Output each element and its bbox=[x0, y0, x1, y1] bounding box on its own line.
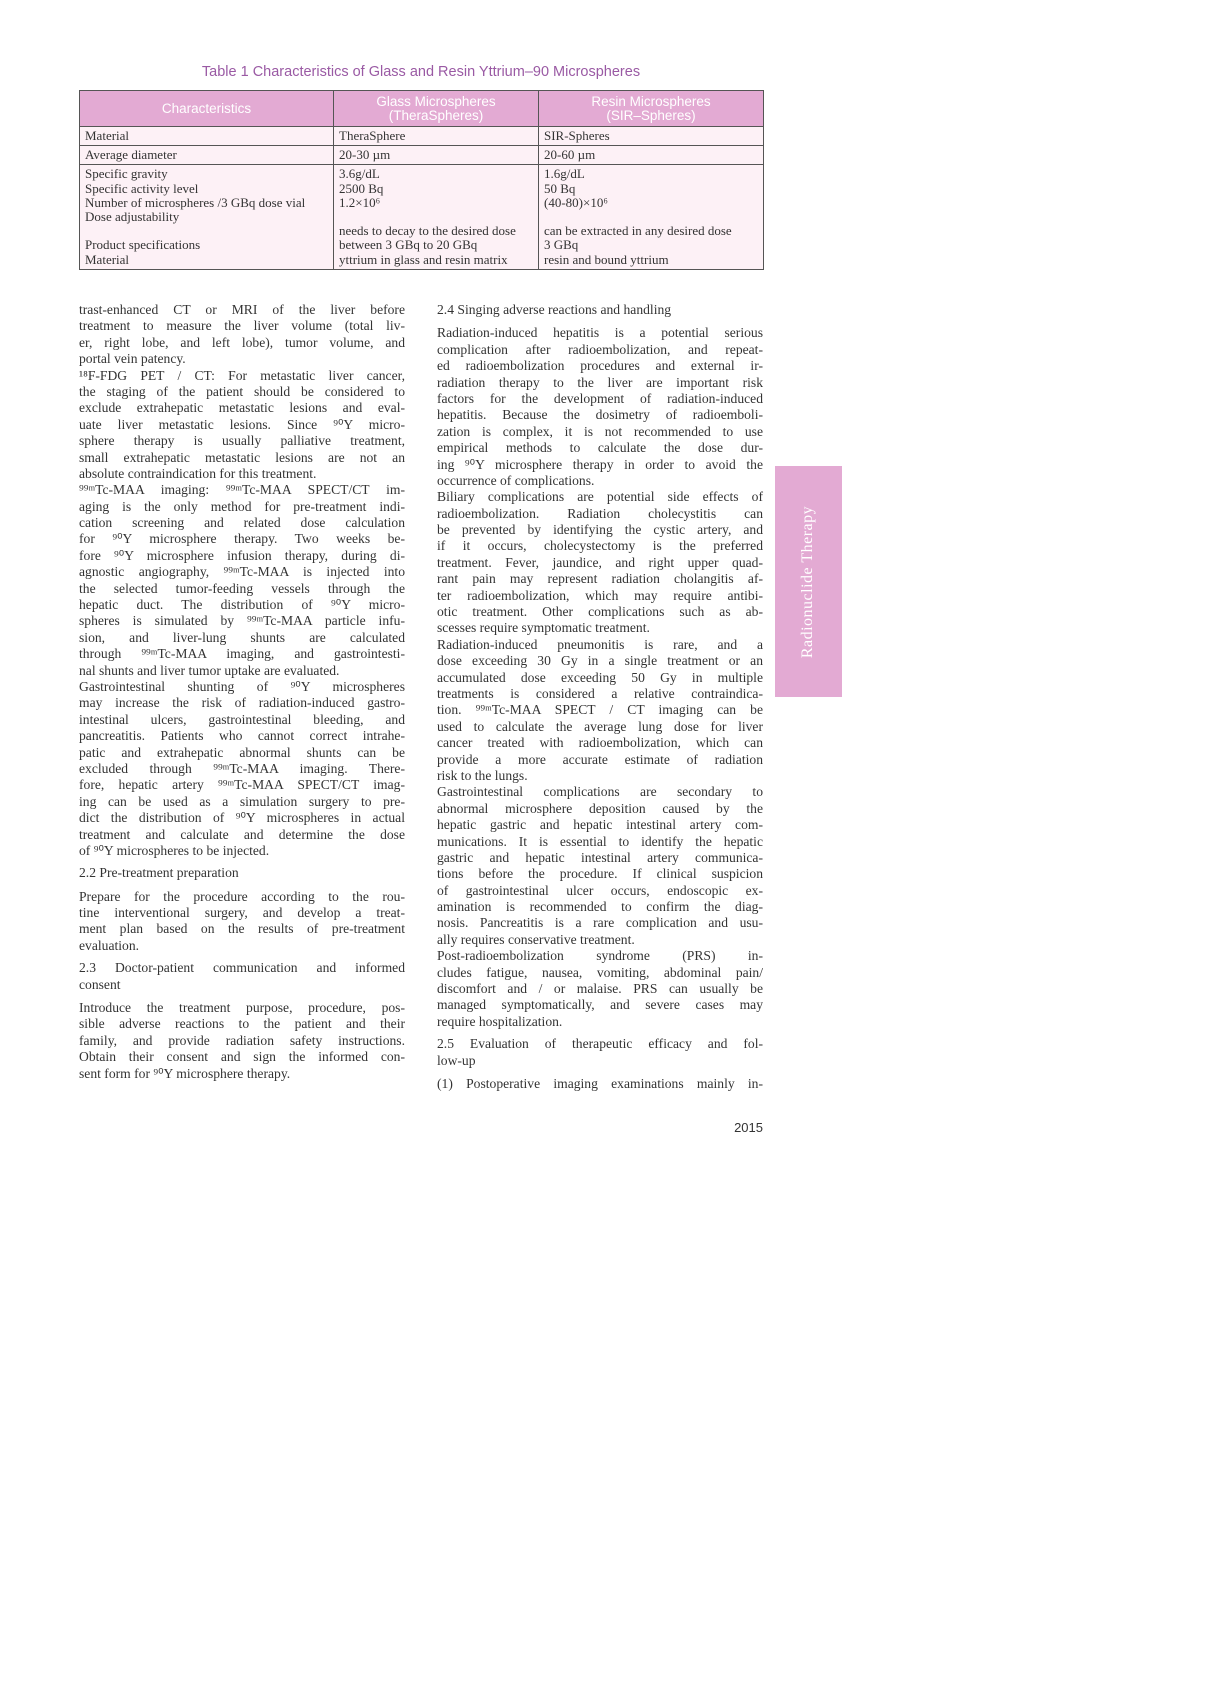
text-line: radioembolization. Radiation cholecystitis can bbox=[437, 505, 763, 521]
text-line: agnostic angiography, ⁹⁹ᵐTc-MAA is injected into bbox=[79, 564, 405, 580]
text-line: the selected tumor-feeding vessels through the bbox=[79, 580, 405, 596]
cell-line: Product specifications bbox=[85, 237, 201, 253]
cell-line: 3 GBq bbox=[544, 237, 579, 253]
text-line: Obtain their consent and sign the informed con- bbox=[79, 1049, 405, 1065]
cell-line bbox=[85, 224, 328, 238]
section-heading bbox=[79, 960, 405, 993]
text-line: patic and extrahepatic abnormal shunts can be bbox=[79, 744, 405, 760]
text-line: nosis. Pancreatitis is a rare complication and usu- bbox=[437, 915, 763, 931]
text-line: through ⁹⁹ᵐTc-MAA imaging, and gastrointesti- bbox=[79, 646, 405, 662]
text-line: munications. It is essential to identify the hepatic bbox=[437, 833, 763, 849]
cell-line: Average diameter bbox=[85, 147, 177, 163]
cell-line: 20-60 µm bbox=[544, 147, 596, 163]
cell-line: Number of microspheres /3 GBq dose vial bbox=[85, 194, 306, 210]
text-line: sent form for ⁹⁰Y microsphere therapy. bbox=[79, 1065, 291, 1081]
text-line: for ⁹⁰Y microsphere therapy. Two weeks be- bbox=[79, 531, 405, 547]
cell-line: Dose adjustability bbox=[85, 208, 180, 224]
text-line: 2.5 Evaluation of therapeutic efficacy and fol- bbox=[437, 1036, 763, 1052]
text-line: empirical methods to calculate the dose dur- bbox=[437, 440, 763, 456]
cell-line: 3.6g/dL bbox=[339, 166, 380, 182]
table-cell bbox=[334, 146, 539, 165]
text-line: aging is the only method for pre-treatment indi- bbox=[79, 498, 405, 514]
header-glass: Glass Microspheres (TheraSpheres) bbox=[334, 91, 539, 127]
page-number: 2015 bbox=[734, 1120, 763, 1135]
cell-line: needs to decay to the desired dose bbox=[339, 223, 516, 239]
header-characteristics: Characteristics bbox=[80, 91, 334, 127]
text-line: radiation therapy to the liver are important risk bbox=[437, 374, 763, 390]
text-line: small extrahepatic metastatic lesions are not an bbox=[79, 449, 405, 465]
paragraph bbox=[437, 489, 763, 637]
text-line: abnormal microsphere deposition caused by the bbox=[437, 800, 763, 816]
text-line: Post-radioembolization syndrome (PRS) in- bbox=[437, 948, 763, 964]
text-line: treatment. Fever, jaundice, and right upper quad- bbox=[437, 554, 763, 570]
table-cell bbox=[539, 165, 764, 269]
text-line: exclude extrahepatic metastatic lesions and eval- bbox=[79, 400, 405, 416]
text-line: require hospitalization. bbox=[437, 1013, 563, 1029]
table-cell bbox=[80, 146, 334, 165]
text-line: treatment to measure the liver volume (total liv- bbox=[79, 318, 405, 334]
section-side-tab bbox=[775, 466, 842, 697]
cell-line: Specific activity level bbox=[85, 180, 199, 196]
cell-line: 1.2×10⁶ bbox=[339, 194, 381, 210]
header-resin: Resin Microspheres (SIR–Spheres) bbox=[539, 91, 764, 127]
text-line: Prepare for the procedure according to the rou- bbox=[79, 888, 405, 904]
text-line: ed radioembolization procedures and external ir- bbox=[437, 358, 763, 374]
text-line: zation is complex, it is not recommended to use bbox=[437, 423, 763, 439]
table-row bbox=[80, 127, 764, 146]
table-header-row bbox=[80, 91, 764, 127]
cell-line: 2500 Bq bbox=[339, 180, 384, 196]
text-line: dict the distribution of ⁹⁰Y microspheres in actual bbox=[79, 810, 405, 826]
text-line: excluded through ⁹⁹ᵐTc-MAA imaging. There- bbox=[79, 760, 405, 776]
paragraph bbox=[79, 679, 405, 859]
text-line: sphere therapy is usually palliative treatment, bbox=[79, 433, 405, 449]
text-line: Gastrointestinal complications are secondary to bbox=[437, 784, 763, 800]
text-line: ally requires conservative treatment. bbox=[437, 931, 635, 947]
text-line: factors for the development of radiation-induced bbox=[437, 390, 763, 406]
text-line: ter radioembolization, which may require antibi- bbox=[437, 587, 763, 603]
text-line: Radiation-induced hepatitis is a potential serious bbox=[437, 325, 763, 341]
text-line: spheres is simulated by ⁹⁹ᵐTc-MAA particle infu- bbox=[79, 613, 405, 629]
text-line: Gastrointestinal shunting of ⁹⁰Y microspheres bbox=[79, 678, 405, 694]
paragraph bbox=[437, 637, 763, 785]
characteristics-table bbox=[79, 90, 764, 270]
text-line: occurrence of complications. bbox=[437, 472, 595, 488]
text-line: nal shunts and liver tumor uptake are evaluated. bbox=[79, 662, 340, 678]
paragraph bbox=[79, 960, 405, 993]
text-line: scesses require symptomatic treatment. bbox=[437, 620, 650, 636]
cell-line bbox=[339, 210, 533, 224]
text-line: of ⁹⁰Y microspheres to be injected. bbox=[79, 842, 270, 858]
text-line: tions before the procedure. If clinical suspicion bbox=[437, 866, 763, 882]
text-line: 2.3 Doctor-patient communication and informed bbox=[79, 960, 405, 976]
paragraph bbox=[437, 1036, 763, 1069]
text-line: intestinal ulcers, gastrointestinal bleeding, and bbox=[79, 711, 405, 727]
text-line: if it occurs, cholecystectomy is the preferred bbox=[437, 538, 763, 554]
text-line: absolute contraindication for this treatment. bbox=[79, 465, 317, 481]
cell-line bbox=[544, 210, 758, 224]
text-line: Introduce the treatment purpose, procedure, pos- bbox=[79, 1000, 405, 1016]
text-line: hepatitis. Because the dosimetry of radioemboli- bbox=[437, 407, 763, 423]
paragraph bbox=[79, 889, 405, 955]
text-line: sible adverse reactions to the patient and their bbox=[79, 1016, 405, 1032]
paragraph bbox=[437, 302, 763, 318]
text-line: ing ⁹⁰Y microsphere therapy in order to avoid the bbox=[437, 456, 763, 472]
paragraph bbox=[79, 1000, 405, 1082]
body-text bbox=[79, 889, 405, 955]
paragraph bbox=[79, 368, 405, 483]
body-text bbox=[437, 325, 763, 1030]
text-line: uate liver metastatic lesions. Since ⁹⁰Y micro- bbox=[79, 416, 405, 432]
text-line: sion, and liver-lung shunts are calculated bbox=[79, 629, 405, 645]
text-line: trast-enhanced CT or MRI of the liver before bbox=[79, 302, 405, 317]
cell-line: 20-30 µm bbox=[339, 147, 391, 163]
cell-line: SIR-Spheres bbox=[544, 128, 610, 143]
body-text bbox=[437, 1076, 763, 1109]
text-line: risk to the lungs. bbox=[437, 767, 528, 783]
text-line: the staging of the patient should be considered to bbox=[79, 383, 405, 399]
table-cell bbox=[334, 165, 539, 269]
text-line: ment plan based on the results of pre-treatment bbox=[79, 921, 405, 937]
text-line: family, and provide radiation safety instructions. bbox=[79, 1032, 405, 1048]
text-line: dose exceeding 30 Gy in a single treatment or an bbox=[437, 653, 763, 669]
paragraph bbox=[79, 302, 405, 368]
cell-line: TheraSphere bbox=[339, 128, 406, 143]
text-line: pancreatitis. Patients who cannot correct intrahe- bbox=[79, 728, 405, 744]
table-row bbox=[80, 146, 764, 165]
table-row bbox=[80, 165, 764, 269]
cell-line: 50 Bq bbox=[544, 180, 576, 196]
text-line: cludes fatigue, nausea, vomiting, abdominal pain/ bbox=[437, 964, 763, 980]
text-line: hepatic gastric and hepatic intestinal artery com- bbox=[437, 817, 763, 833]
text-line: may increase the risk of radiation-induced gastro- bbox=[79, 695, 405, 711]
paragraph bbox=[79, 482, 405, 679]
text-line: Biliary complications are potential side effects of bbox=[437, 489, 763, 505]
table-cell bbox=[539, 127, 764, 146]
text-line: 2.4 Singing adverse reactions and handling bbox=[437, 302, 672, 317]
text-line: treatment and calculate and determine the dose bbox=[79, 826, 405, 842]
text-line: Radiation-induced pneumonitis is rare, and a bbox=[437, 636, 763, 652]
paragraph bbox=[437, 784, 763, 948]
text-line: fore ⁹⁰Y microsphere infusion therapy, during di- bbox=[79, 547, 405, 563]
text-line: of gastrointestinal ulcer occurs, endoscopic ex- bbox=[437, 882, 763, 898]
body-text bbox=[79, 302, 405, 859]
table-cell bbox=[80, 127, 334, 146]
cell-line: Material bbox=[85, 251, 130, 267]
section-heading bbox=[79, 865, 405, 881]
cell-line: resin and bound yttrium bbox=[544, 251, 669, 267]
text-line bbox=[437, 1092, 763, 1108]
side-tab-label: Radionuclide Therapy bbox=[799, 505, 817, 658]
text-line: cation screening and related dose calculation bbox=[79, 515, 405, 531]
text-line: er, right lobe, and left lobe), tumor volume, and bbox=[79, 334, 405, 350]
cell-line: yttrium in glass and resin matrix bbox=[339, 251, 508, 267]
cell-line: 1.6g/dL bbox=[544, 166, 585, 182]
text-line: hepatic duct. The distribution of ⁹⁰Y micro- bbox=[79, 597, 405, 613]
text-line: cancer treated with radioembolization, which can bbox=[437, 735, 763, 751]
paragraph bbox=[79, 865, 405, 881]
text-line: discomfort and / or malaise. PRS can usually be bbox=[437, 981, 763, 997]
table-cell bbox=[80, 165, 334, 269]
section-heading bbox=[437, 1036, 763, 1069]
text-line: gastric and hepatic intestinal artery communica- bbox=[437, 849, 763, 865]
text-line: (1) Postoperative imaging examinations mainly in- bbox=[437, 1075, 763, 1091]
text-line: ⁹⁹ᵐTc-MAA imaging: ⁹⁹ᵐTc-MAA SPECT/CT im- bbox=[79, 482, 405, 498]
cell-line: Material bbox=[85, 128, 130, 143]
paragraph bbox=[437, 948, 763, 1030]
table-title: Table 1 Characteristics of Glass and Resin Yttrium–90 Microspheres bbox=[201, 64, 641, 80]
text-line: tine interventional surgery, and develop a treat- bbox=[79, 905, 405, 921]
text-line: tion. ⁹⁹ᵐTc-MAA SPECT / CT imaging can be bbox=[437, 702, 763, 718]
text-line: accumulated dose exceeding 50 Gy in multiple bbox=[437, 669, 763, 685]
paragraph bbox=[437, 1076, 763, 1109]
cell-line: between 3 GBq to 20 GBq bbox=[339, 237, 478, 253]
table-cell bbox=[539, 146, 764, 165]
text-line: rant pain may represent radiation cholangitis af- bbox=[437, 571, 763, 587]
right-column bbox=[437, 302, 763, 1109]
text-line: otic treatment. Other complications such as ab- bbox=[437, 604, 763, 620]
text-line: complication after radioembolization, and repeat- bbox=[437, 341, 763, 357]
text-line: evaluation. bbox=[79, 937, 140, 953]
cell-line: can be extracted in any desired dose bbox=[544, 223, 732, 239]
left-column bbox=[79, 302, 405, 1082]
text-line: ¹⁸F-FDG PET / CT: For metastatic liver cancer, bbox=[79, 367, 405, 383]
cell-line: Specific gravity bbox=[85, 166, 168, 182]
text-line: 2.2 Pre-treatment preparation bbox=[79, 865, 239, 881]
table-cell bbox=[334, 127, 539, 146]
text-line: amination is recommended to confirm the diag- bbox=[437, 899, 763, 915]
text-line: be prevented by identifying the cystic artery, and bbox=[437, 522, 763, 538]
text-line: ing can be used as a simulation surgery to pre- bbox=[79, 793, 405, 809]
section-heading bbox=[437, 302, 763, 318]
text-line: portal vein patency. bbox=[79, 351, 186, 367]
text-line: treatments is considered a relative contraindica- bbox=[437, 685, 763, 701]
text-line: consent bbox=[79, 976, 121, 992]
paragraph bbox=[437, 325, 763, 489]
cell-line: (40-80)×10⁶ bbox=[544, 194, 608, 210]
body-text bbox=[79, 1000, 405, 1082]
text-line: fore, hepatic artery ⁹⁹ᵐTc-MAA SPECT/CT imag- bbox=[79, 777, 405, 793]
text-line: managed symptomatically, and severe cases may bbox=[437, 997, 763, 1013]
text-line: low-up bbox=[437, 1052, 476, 1068]
text-line: used to calculate the average lung dose for liver bbox=[437, 718, 763, 734]
text-line: provide a more accurate estimate of radiation bbox=[437, 751, 763, 767]
